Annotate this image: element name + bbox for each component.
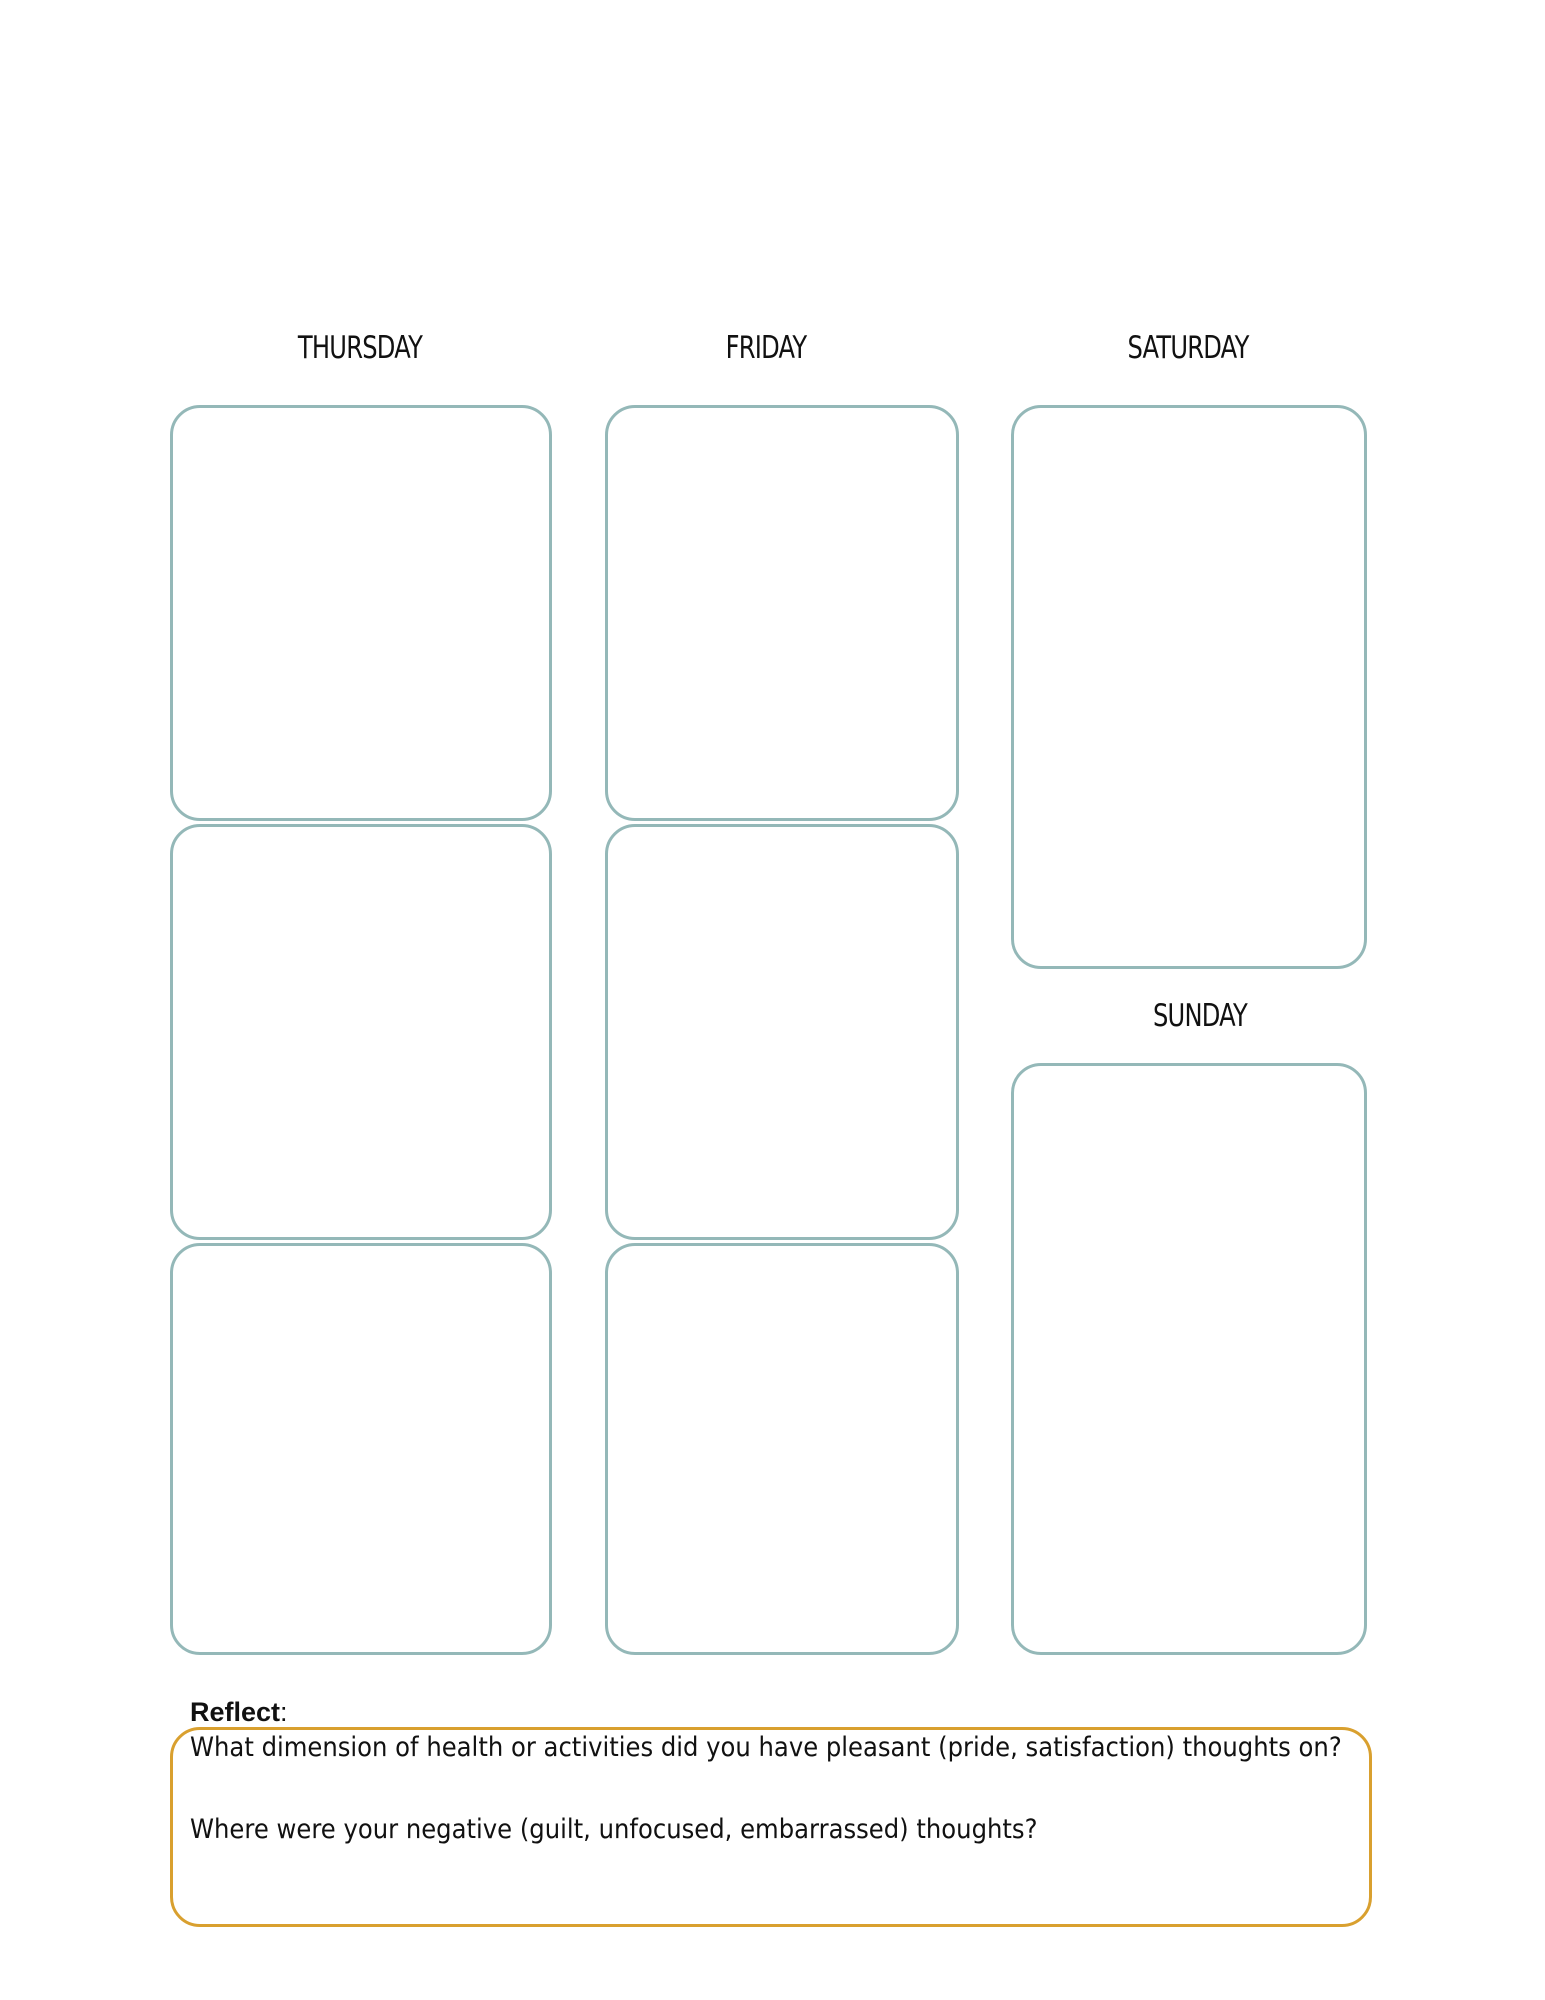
friday-box-1[interactable] bbox=[605, 405, 959, 821]
reflect-question-negative: Where were your negative (guilt, unfocused, embarrassed) thoughts? bbox=[190, 1814, 1038, 1845]
friday-box-3[interactable] bbox=[605, 1243, 959, 1655]
thursday-box-1[interactable] bbox=[170, 405, 552, 821]
day-label-thursday: THURSDAY bbox=[297, 330, 423, 366]
saturday-box[interactable] bbox=[1011, 405, 1367, 969]
thursday-box-3[interactable] bbox=[170, 1243, 552, 1655]
reflect-heading-label: Reflect bbox=[190, 1697, 281, 1727]
sunday-box[interactable] bbox=[1011, 1063, 1367, 1655]
friday-box-2[interactable] bbox=[605, 824, 959, 1240]
thursday-box-2[interactable] bbox=[170, 824, 552, 1240]
day-label-sunday: SUNDAY bbox=[1152, 998, 1248, 1034]
reflect-heading bbox=[190, 1697, 288, 1728]
reflect-question-pleasant: What dimension of health or activities did you have pleasant (pride, satisfaction) thoughts on? bbox=[190, 1732, 1342, 1763]
day-label-friday: FRIDAY bbox=[725, 330, 807, 366]
reflect-heading-colon: : bbox=[280, 1697, 288, 1727]
day-label-saturday: SATURDAY bbox=[1127, 330, 1249, 366]
